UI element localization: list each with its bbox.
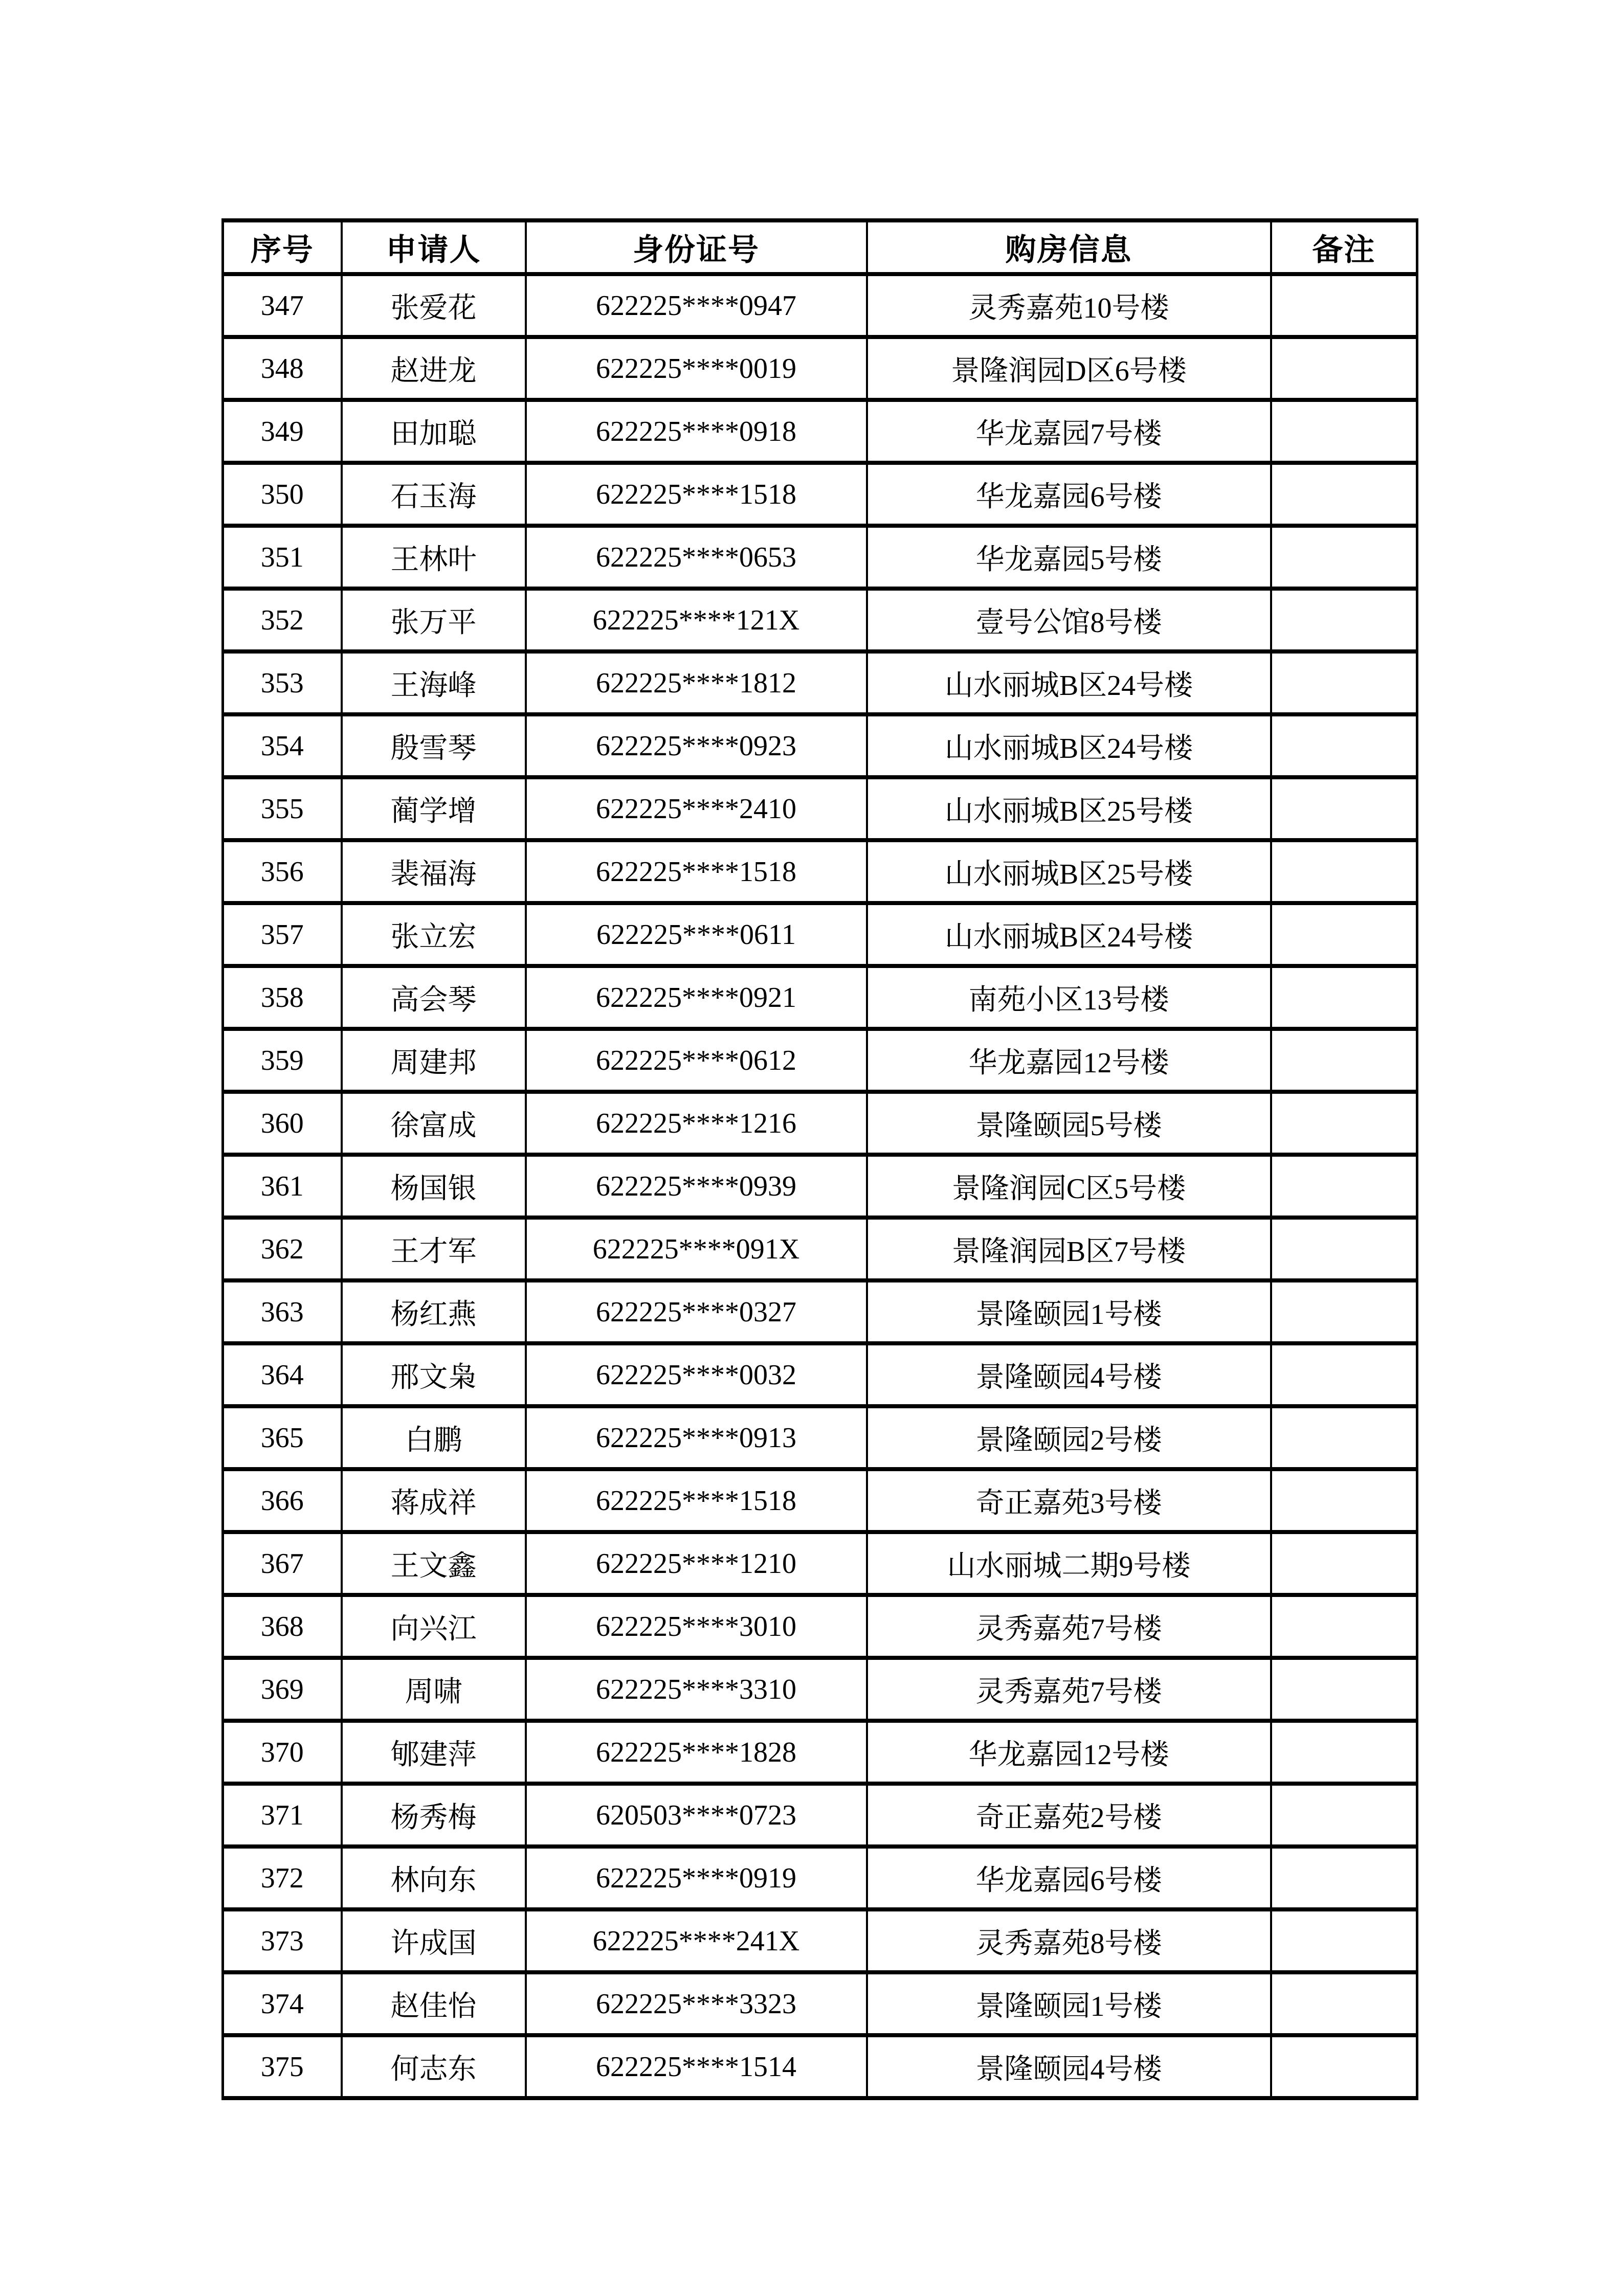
table-row (223, 1595, 1417, 1658)
row-note (1271, 1280, 1417, 1343)
header-purchase-info: 购房信息 (867, 220, 1271, 274)
header-row (223, 220, 1417, 274)
row-serial: 374 (223, 1972, 342, 2035)
row-id-number: 622225****3323 (526, 1972, 867, 2035)
row-id-number: 622225****1828 (526, 1721, 867, 1784)
row-purchase-info: 景隆颐园1号楼 (867, 1280, 1271, 1343)
row-note (1271, 1658, 1417, 1721)
table-row (223, 777, 1417, 840)
row-id-number: 622225****1514 (526, 2035, 867, 2098)
row-note (1271, 777, 1417, 840)
row-purchase-info: 景隆润园C区5号楼 (867, 1155, 1271, 1218)
row-purchase-info: 景隆颐园2号楼 (867, 1406, 1271, 1469)
table-row (223, 966, 1417, 1029)
row-note (1271, 1343, 1417, 1406)
row-purchase-info: 华龙嘉园12号楼 (867, 1721, 1271, 1784)
table-row (223, 400, 1417, 463)
row-note (1271, 840, 1417, 903)
row-note (1271, 1092, 1417, 1155)
row-serial: 360 (223, 1092, 342, 1155)
applicant-table (221, 218, 1418, 2100)
row-id-number: 622225****0032 (526, 1343, 867, 1406)
table-row (223, 1721, 1417, 1784)
row-id-number: 622225****121X (526, 589, 867, 651)
row-note (1271, 714, 1417, 777)
row-applicant: 张立宏 (342, 903, 526, 966)
row-id-number: 622225****2410 (526, 777, 867, 840)
row-serial: 353 (223, 651, 342, 714)
row-applicant: 王才军 (342, 1218, 526, 1280)
row-purchase-info: 景隆颐园5号楼 (867, 1092, 1271, 1155)
row-serial: 352 (223, 589, 342, 651)
table-body (223, 274, 1417, 2098)
table-row (223, 1092, 1417, 1155)
row-serial: 354 (223, 714, 342, 777)
row-applicant: 王林叶 (342, 526, 526, 589)
table-row (223, 589, 1417, 651)
row-serial: 370 (223, 1721, 342, 1784)
row-id-number: 622225****0939 (526, 1155, 867, 1218)
row-id-number: 622225****0923 (526, 714, 867, 777)
row-id-number: 622225****0612 (526, 1029, 867, 1092)
row-serial: 363 (223, 1280, 342, 1343)
table-row (223, 337, 1417, 400)
row-applicant: 张爱花 (342, 274, 526, 337)
row-purchase-info: 华龙嘉园12号楼 (867, 1029, 1271, 1092)
table-row (223, 1029, 1417, 1092)
row-applicant: 林向东 (342, 1847, 526, 1909)
row-note (1271, 1909, 1417, 1972)
row-purchase-info: 灵秀嘉苑7号楼 (867, 1658, 1271, 1721)
row-id-number: 622225****0947 (526, 274, 867, 337)
row-note (1271, 337, 1417, 400)
row-applicant: 白鹏 (342, 1406, 526, 1469)
row-applicant: 裴福海 (342, 840, 526, 903)
row-applicant: 王海峰 (342, 651, 526, 714)
row-purchase-info: 山水丽城二期9号楼 (867, 1532, 1271, 1595)
row-serial: 355 (223, 777, 342, 840)
row-purchase-info: 华龙嘉园6号楼 (867, 1847, 1271, 1909)
row-serial: 357 (223, 903, 342, 966)
row-purchase-info: 山水丽城B区24号楼 (867, 903, 1271, 966)
row-id-number: 622225****1216 (526, 1092, 867, 1155)
row-purchase-info: 山水丽城B区24号楼 (867, 651, 1271, 714)
row-purchase-info: 华龙嘉园5号楼 (867, 526, 1271, 589)
header-note: 备注 (1271, 220, 1417, 274)
row-note (1271, 2035, 1417, 2098)
row-id-number: 622225****091X (526, 1218, 867, 1280)
row-applicant: 蔺学增 (342, 777, 526, 840)
table-row (223, 526, 1417, 589)
row-id-number: 622225****0019 (526, 337, 867, 400)
row-note (1271, 1029, 1417, 1092)
row-applicant: 赵进龙 (342, 337, 526, 400)
row-note (1271, 1784, 1417, 1847)
row-serial: 358 (223, 966, 342, 1029)
row-serial: 348 (223, 337, 342, 400)
row-purchase-info: 华龙嘉园7号楼 (867, 400, 1271, 463)
row-id-number: 622225****3310 (526, 1658, 867, 1721)
row-purchase-info: 景隆颐园1号楼 (867, 1972, 1271, 2035)
row-note (1271, 1847, 1417, 1909)
row-id-number: 622225****3010 (526, 1595, 867, 1658)
row-applicant: 张万平 (342, 589, 526, 651)
row-purchase-info: 景隆润园B区7号楼 (867, 1218, 1271, 1280)
row-applicant: 王文鑫 (342, 1532, 526, 1595)
row-serial: 356 (223, 840, 342, 903)
table-row (223, 2035, 1417, 2098)
row-applicant: 许成国 (342, 1909, 526, 1972)
row-id-number: 622225****0913 (526, 1406, 867, 1469)
row-purchase-info: 灵秀嘉苑10号楼 (867, 274, 1271, 337)
row-applicant: 田加聪 (342, 400, 526, 463)
row-applicant: 高会琴 (342, 966, 526, 1029)
row-note (1271, 903, 1417, 966)
row-purchase-info: 山水丽城B区25号楼 (867, 840, 1271, 903)
row-applicant: 周建邦 (342, 1029, 526, 1092)
table-row (223, 1406, 1417, 1469)
table-row (223, 1343, 1417, 1406)
row-id-number: 622225****1518 (526, 1469, 867, 1532)
row-applicant: 杨红燕 (342, 1280, 526, 1343)
row-id-number: 622225****1812 (526, 651, 867, 714)
table-row (223, 1469, 1417, 1532)
row-serial: 364 (223, 1343, 342, 1406)
row-note (1271, 1595, 1417, 1658)
table-row (223, 1784, 1417, 1847)
table-header (223, 220, 1417, 274)
row-note (1271, 1218, 1417, 1280)
row-applicant: 郇建萍 (342, 1721, 526, 1784)
row-serial: 367 (223, 1532, 342, 1595)
row-serial: 361 (223, 1155, 342, 1218)
table-row (223, 274, 1417, 337)
row-serial: 351 (223, 526, 342, 589)
row-note (1271, 400, 1417, 463)
row-applicant: 杨秀梅 (342, 1784, 526, 1847)
row-id-number: 622225****241X (526, 1909, 867, 1972)
row-applicant: 周啸 (342, 1658, 526, 1721)
table-row (223, 1532, 1417, 1595)
row-purchase-info: 华龙嘉园6号楼 (867, 463, 1271, 526)
row-serial: 375 (223, 2035, 342, 2098)
row-serial: 369 (223, 1658, 342, 1721)
row-id-number: 622225****0611 (526, 903, 867, 966)
row-note (1271, 1406, 1417, 1469)
row-applicant: 杨国银 (342, 1155, 526, 1218)
row-serial: 365 (223, 1406, 342, 1469)
row-note (1271, 1721, 1417, 1784)
row-note (1271, 1469, 1417, 1532)
row-id-number: 622225****0327 (526, 1280, 867, 1343)
row-note (1271, 1155, 1417, 1218)
table-row (223, 651, 1417, 714)
row-id-number: 622225****1210 (526, 1532, 867, 1595)
row-applicant: 石玉海 (342, 463, 526, 526)
row-purchase-info: 南苑小区13号楼 (867, 966, 1271, 1029)
row-id-number: 622225****1518 (526, 463, 867, 526)
row-id-number: 622225****0919 (526, 1847, 867, 1909)
row-note (1271, 589, 1417, 651)
row-serial: 366 (223, 1469, 342, 1532)
row-purchase-info: 壹号公馆8号楼 (867, 589, 1271, 651)
row-applicant: 赵佳怡 (342, 1972, 526, 2035)
row-purchase-info: 景隆颐园4号楼 (867, 2035, 1271, 2098)
row-serial: 359 (223, 1029, 342, 1092)
table-row (223, 840, 1417, 903)
table-row (223, 1972, 1417, 2035)
table-row (223, 1218, 1417, 1280)
row-id-number: 622225****1518 (526, 840, 867, 903)
row-id-number: 622225****0921 (526, 966, 867, 1029)
row-note (1271, 526, 1417, 589)
table-row (223, 714, 1417, 777)
table-row (223, 463, 1417, 526)
row-purchase-info: 奇正嘉苑3号楼 (867, 1469, 1271, 1532)
row-serial: 373 (223, 1909, 342, 1972)
row-applicant: 殷雪琴 (342, 714, 526, 777)
row-serial: 362 (223, 1218, 342, 1280)
row-applicant: 蒋成祥 (342, 1469, 526, 1532)
row-id-number: 620503****0723 (526, 1784, 867, 1847)
row-applicant: 徐富成 (342, 1092, 526, 1155)
row-applicant: 何志东 (342, 2035, 526, 2098)
row-note (1271, 274, 1417, 337)
row-purchase-info: 山水丽城B区25号楼 (867, 777, 1271, 840)
row-id-number: 622225****0653 (526, 526, 867, 589)
row-id-number: 622225****0918 (526, 400, 867, 463)
row-purchase-info: 奇正嘉苑2号楼 (867, 1784, 1271, 1847)
row-purchase-info: 山水丽城B区24号楼 (867, 714, 1271, 777)
row-note (1271, 1532, 1417, 1595)
row-note (1271, 966, 1417, 1029)
row-purchase-info: 景隆润园D区6号楼 (867, 337, 1271, 400)
row-note (1271, 651, 1417, 714)
row-purchase-info: 灵秀嘉苑7号楼 (867, 1595, 1271, 1658)
row-note (1271, 463, 1417, 526)
row-serial: 368 (223, 1595, 342, 1658)
row-serial: 349 (223, 400, 342, 463)
table-row (223, 1280, 1417, 1343)
row-serial: 371 (223, 1784, 342, 1847)
header-id-number: 身份证号 (526, 220, 867, 274)
table-row (223, 1658, 1417, 1721)
header-applicant: 申请人 (342, 220, 526, 274)
row-serial: 372 (223, 1847, 342, 1909)
table-row (223, 903, 1417, 966)
table-row (223, 1909, 1417, 1972)
row-note (1271, 1972, 1417, 2035)
table-row (223, 1155, 1417, 1218)
row-applicant: 向兴江 (342, 1595, 526, 1658)
row-purchase-info: 灵秀嘉苑8号楼 (867, 1909, 1271, 1972)
row-serial: 350 (223, 463, 342, 526)
row-purchase-info: 景隆颐园4号楼 (867, 1343, 1271, 1406)
header-serial: 序号 (223, 220, 342, 274)
table-row (223, 1847, 1417, 1909)
row-serial: 347 (223, 274, 342, 337)
row-applicant: 邢文枭 (342, 1343, 526, 1406)
